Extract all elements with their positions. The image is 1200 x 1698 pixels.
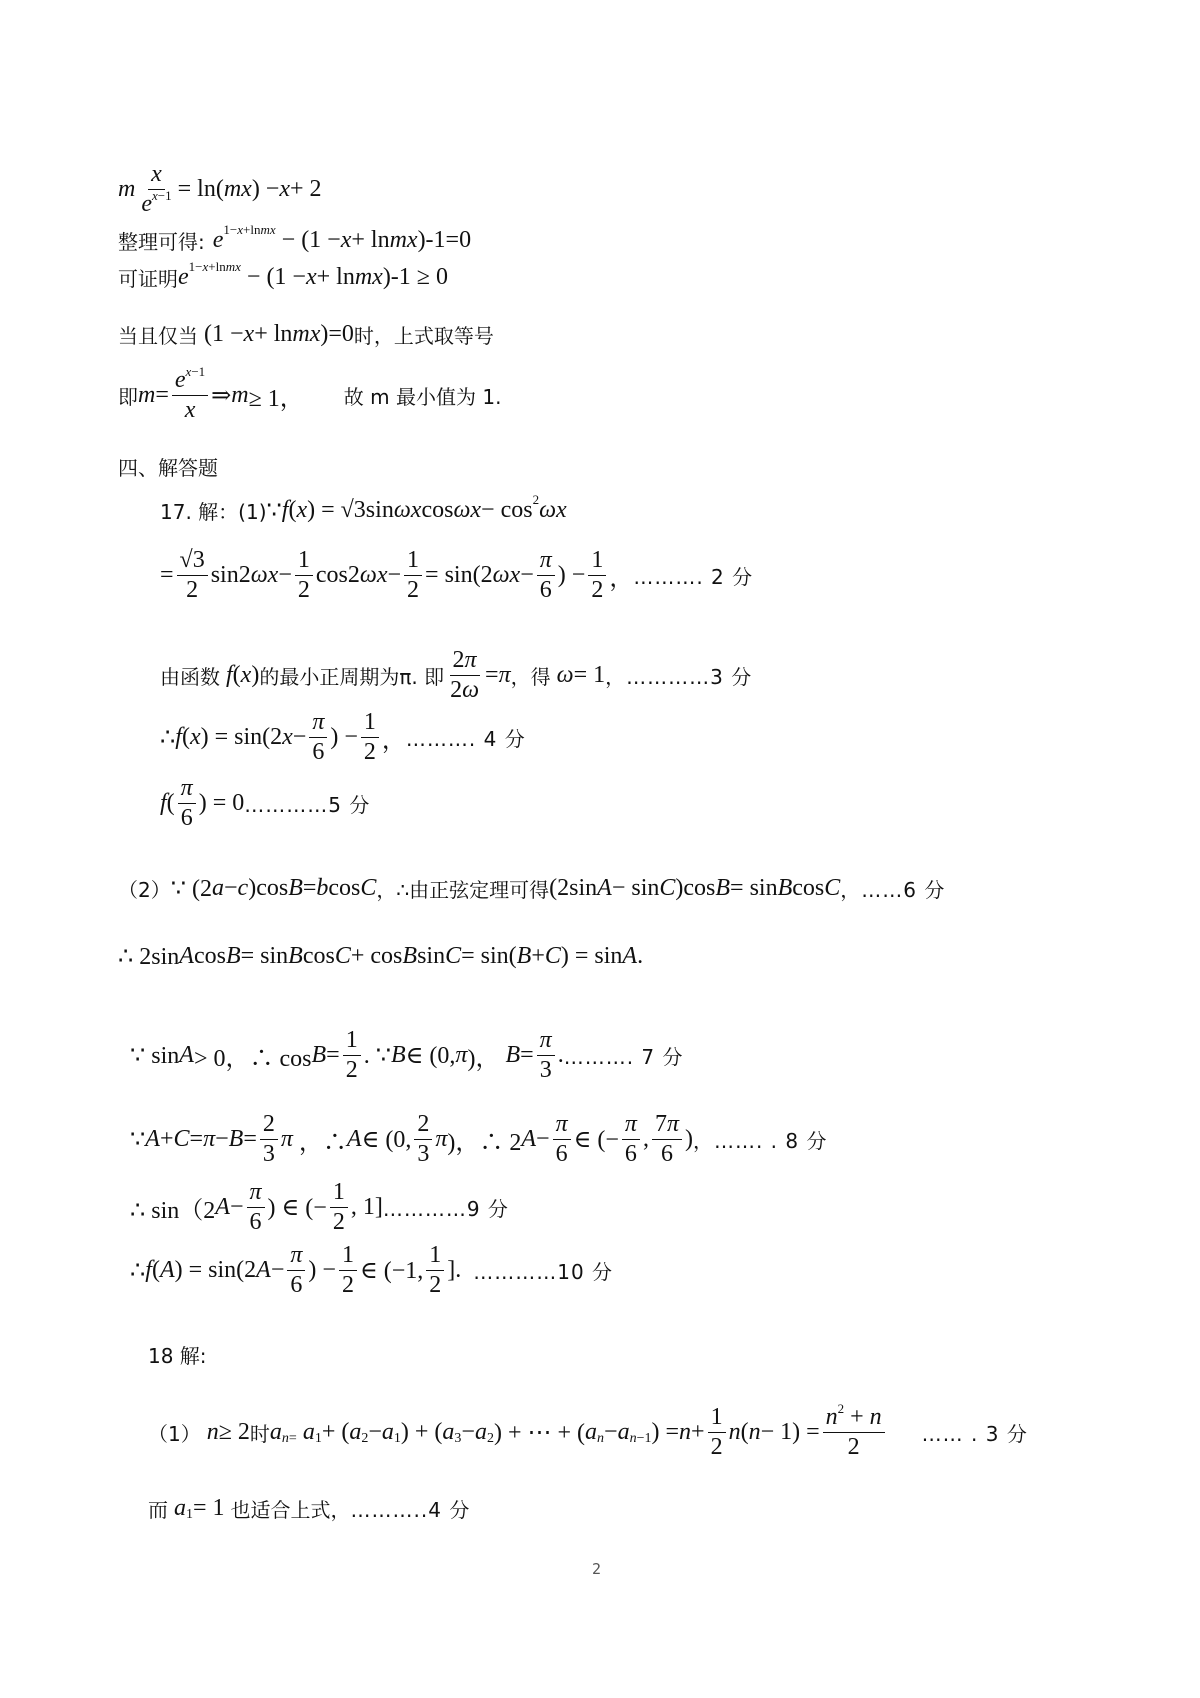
page-number: 2 [592,1560,602,1578]
p18-head: 18 解: [148,1344,207,1368]
label-yzx: ，∴由正弦定理可得 [376,878,550,902]
score-3: ，…………3 分 [605,665,753,690]
score-10: …………10 分 [473,1260,614,1285]
section-heading-4: 四、解答题 [118,456,218,480]
p17-line-8: ∵ sin A > 0，∴ cos B = $\frac{1}{2}$ . ∵ B ∈ (0, π )， B = $\frac{\pi}{3}$ . ………. 7 分 [130,1027,684,1084]
label-kezhengming: 可证明 [118,267,178,291]
label-gu-m: 故 m 最小值为 1. [343,385,502,410]
p17-line-9: ∵ A + C = π − B = $\frac{2}{3}$ π ，∴ A ∈ (0, $\frac{2}{3}$ π )，∴ 2 A − $\frac{\pi}{6}$ ∈ (− $\frac{\pi}{6}$ , $\frac{7\pi}{6}$ ) ，……. . 8 分 [130,1111,828,1168]
p17-line-5: f ( $\frac{\pi}{6}$ ) = 0 …………5 分 [160,775,371,832]
score-7: ………. 7 分 [563,1045,684,1070]
p18-1-label: （1） [148,1422,201,1447]
label-dangqie: 当且仅当 [118,324,198,348]
eq-line-3: 可证明 e 1−x+lnmx − (1 − x + ln mx )-1 ≥ 0 [118,258,448,291]
score-18-4: ………..4 分 [350,1498,471,1522]
label-yeshihe: 也适合上式， [230,1498,351,1522]
score-8: ，……. . 8 分 [692,1129,828,1154]
score-9: …………9 分 [382,1197,509,1222]
score-6: ，……6 分 [840,878,946,902]
p18-line-1: （1） n ≥ 2 时 a n= a 1 + ( a 2 − a 1 ) + ( a 3 − a 2 ) + ⋯ + ( a n − a n−1 ) = n + $\frac{1}{2}$ n ( n − 1) = $\frac{n^2 + n}{2}$ …… . 3 分 [148,1401,1028,1461]
label-er: 而 [148,1498,168,1522]
score-2: ………. 2 分 [633,565,754,590]
label-youhanshu: 由函数 [160,665,220,690]
label-dangqie-tail: 时，上式取等号 [353,324,494,348]
p2-label: （2） [118,878,171,902]
score-4: ………. 4 分 [405,727,526,752]
p17-line-3: 由函数 f ( x ) 的最小正周期为π. 即 $\frac{2\pi}{2\omega}$ = π ，得 ω = 1 ，…………3 分 [160,647,753,704]
p17-line-11: ∴ f ( A ) = sin(2 A − $\frac{\pi}{6}$ ) − $\frac{1}{2}$ ∈ (−1, $\frac{1}{2}$ ]. …………10 分 [130,1242,614,1299]
p17-line-4: ∴ f ( x ) = sin(2 x − $\frac{\pi}{6}$ ) − $\frac{1}{2}$ ， ………. 4 分 [160,709,526,766]
eq-line-5: 即 m = $\frac{e^{x-1}}{x}$ ⇒ m ≥ 1， 故 m 最小值为 1. [118,364,502,424]
p17-line-6: （2） ∵ (2 a − c )cos B = b cos C ，∴由正弦定理可得 (2sin A − sin C )cos B = sin B cos C ，……6 分 [118,875,946,902]
score-5: …………5 分 [244,793,371,818]
p17-line-10: ∴ sin（2 A − $\frac{\pi}{6}$ ) ∈ (− $\frac{1}{2}$ , 1] …………9 分 [130,1179,509,1236]
label-zhengli: 整理可得: [118,230,205,254]
score-18-3: …… . 3 分 [921,1422,1028,1447]
p17-line-1: 17. 解：(1) ∵ f ( x ) = √3sin ωx cos ωx − cos 2 ωx [160,491,567,524]
label-ji: 即 [118,385,138,410]
label-shi: 时 [249,1422,270,1447]
p17-head: 17. 解：(1) [160,500,267,524]
label-de: ，得 [510,665,551,690]
label-zuixiao: 的最小正周期为π. 即 [259,665,445,690]
p17-line-7: ∴ 2sin A cos B = sin B cos C + cos B sin C = sin( B + C ) = sin A . [118,943,644,970]
eq-line-2: 整理可得: e 1−x+lnmx − (1 − x + ln mx )-1=0 [118,221,472,254]
eq-line-4: 当且仅当 (1 − x + ln mx )=0 时，上式取等号 [118,321,494,348]
eq-line-1: m $\frac{x}{e^{x-1}}$ = ln( mx ) − x + 2 [118,161,322,218]
p18-line-2: 而 a 1 = 1 也适合上式， ………..4 分 [148,1495,471,1522]
p17-line-2: = $\frac{√3}{2}$ sin2 ωx − $\frac{1}{2}$ cos2 ωx − $\frac{1}{2}$ = sin(2 ωx − $\frac{\pi}{6}$ ) − $\frac{1}{2}$ ， ………. 2 分 [160,547,754,604]
